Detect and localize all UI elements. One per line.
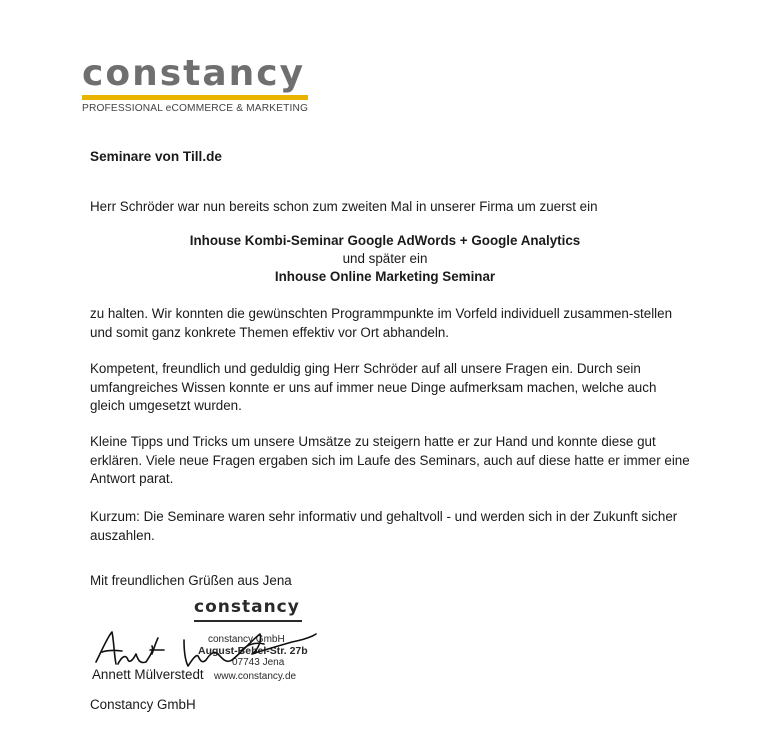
- paragraph-line: Antwort parat.: [90, 471, 174, 487]
- stamp-website: www.constancy.de: [214, 671, 297, 682]
- paragraph-5: [90, 508, 740, 545]
- seminar-connector: und später ein: [342, 251, 428, 267]
- signer-company: Constancy GmbH: [90, 697, 196, 712]
- intro-paragraph: Herr Schröder war nun bereits schon zum zweiten Mal in unserer Firma um zuerst ein: [90, 199, 598, 214]
- letter-heading: Seminare von Till.de: [90, 149, 222, 164]
- seminar-title-1: Inhouse Kombi-Seminar Google AdWords + Google Analytics: [189, 233, 581, 248]
- paragraph-line: Kurzum: Die Seminare waren sehr informativ und gehaltvoll - und werden sich in der Zukunft sicher: [90, 509, 678, 524]
- paragraph-3: [90, 360, 740, 416]
- logo-tagline: PROFESSIONAL eCOMMERCE & MARKETING: [82, 103, 309, 114]
- paragraph-line: umfangreiches Wissen konnte er uns auf immer neue Dinge aufmerksam machen, welche auch: [90, 379, 657, 395]
- paragraph-line: gleich umgesetzt wurden.: [90, 398, 242, 414]
- stamp-company: constancy GmbH: [208, 634, 285, 645]
- stamp-logo: constancy: [194, 597, 300, 617]
- logo-accent-bar: [82, 95, 308, 100]
- signature-stroke: [96, 632, 122, 664]
- signer-name: Annett Mülverstedt: [92, 667, 204, 682]
- paragraph-line: erklären. Viele neue Fragen ergaben sich im Laufe des Seminars, auch auf diese hatte er immer eine: [90, 452, 690, 468]
- signature-stroke: [184, 640, 232, 666]
- stamp-street: August-Bebel-Str. 27b: [198, 645, 308, 657]
- logo-wordmark: constancy: [82, 53, 306, 94]
- company-logo: [82, 54, 322, 114]
- paragraph-line: zu halten. Wir konnten die gewünschten Programmpunkte im Vorfeld individuell zusammen-stellen: [90, 306, 673, 321]
- paragraph-line: auszahlen.: [90, 527, 155, 543]
- stamp-city: 07743 Jena: [232, 657, 285, 668]
- signature-stroke: [118, 646, 153, 664]
- paragraph-line: Kleine Tipps und Tricks um unsere Umsätze zu steigern hatte er zur Hand und konnte diese gut: [90, 434, 656, 449]
- paragraph-line: Kompetent, freundlich und geduldig ging Herr Schröder auf all unsere Fragen ein. Durch sein: [90, 361, 641, 376]
- seminar-titles: [90, 232, 680, 287]
- closing-line: Mit freundlichen Grüßen aus Jena: [90, 573, 292, 588]
- paragraph-line: und somit ganz konkrete Themen effektiv vor Ort abhandeln.: [90, 324, 450, 340]
- seminar-title-2: Inhouse Online Marketing Seminar: [274, 269, 496, 285]
- signature-stroke: [242, 643, 264, 650]
- paragraph-4: [90, 433, 740, 489]
- paragraph-2: [90, 305, 740, 342]
